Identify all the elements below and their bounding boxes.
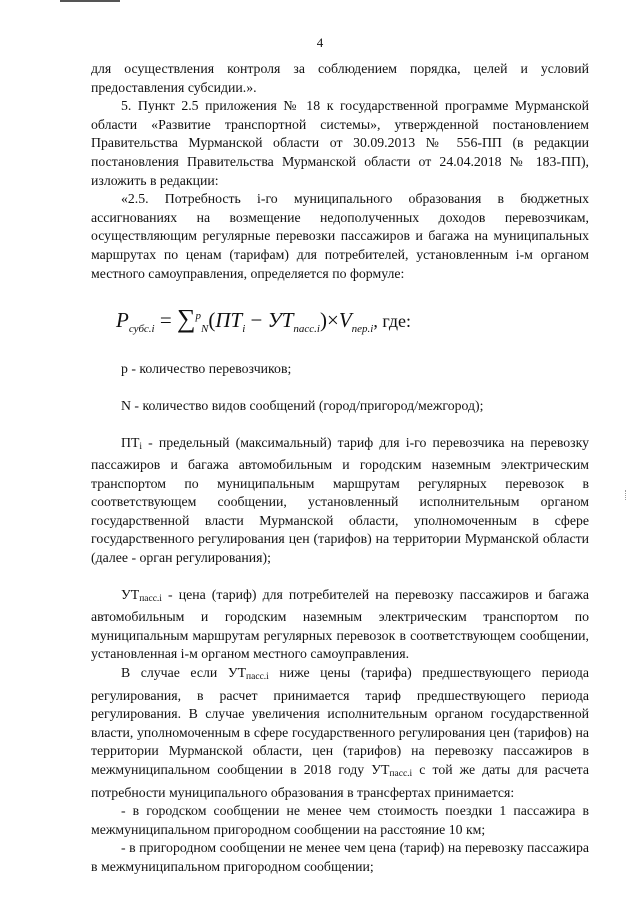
formula-ut: УТ (267, 308, 294, 333)
definition-p: p - количество перевозчиков; (121, 361, 292, 377)
ut-text: - цена (тариф) для потребителей на перевозку пассажиров и багажа автомобильным и городским наземным электрическим транспортом по муниципальным маршрутам регулярных перевозок в соответствующем сообщении, установленная i-м органом местного самоуправления. (91, 586, 589, 662)
case-ut-subscript-1: пасс.i (246, 672, 269, 683)
definition-n: N - количество видов сообщений (город/пригород/межгород); (121, 397, 484, 413)
ut-label: УТ (121, 586, 140, 602)
formula-equals: = (154, 308, 177, 333)
formula-ut-subscript: пасс.i (293, 323, 320, 336)
case-text-a: В случае если УТ (121, 665, 247, 681)
paragraph-amendment-item-5: 5. Пункт 2.5 приложения № 18 к государственной программе Мурманской области «Развитие транспортной системы», утвержденной постановлением Правительства Мурманской области от 30.09.2013 № 556-ПП (в редакции постановления Правительства Мурманской области от 24.04.2018 № 183-ПП), изложить в редакции: (91, 98, 589, 188)
formula-times: × (326, 308, 339, 333)
formula-tail: , где: (373, 311, 411, 332)
formula-open-paren: ( (208, 308, 216, 333)
formula-v-subscript: пер.i (351, 323, 374, 336)
pt-text: - предельный (максимальный) тариф для i-го перевозчика на перевозку пассажиров и багажа автомобильным и городским наземным электрическим транспортом по муниципальным маршрутам регулярных перевозок в соответствующем сообщении, установленный исполнительным органом государственной власти Мурманской области, уполномоченным в сфере государственного регулирования цен (тарифов) на территории Мурманской области (далее - орган регулирования); (91, 434, 589, 566)
page-content (91, 60, 589, 877)
formula-sum-upper: p (195, 310, 201, 323)
pt-label: ПТ (121, 434, 140, 450)
definition-pt (91, 434, 589, 568)
formula-sum-lower: N (200, 323, 209, 336)
formula-pt-subscript: i (242, 323, 246, 336)
formula-pt: ПТ (215, 308, 243, 333)
formula-lhs-subscript: субс.i (128, 323, 155, 336)
bullet-suburban-service: - в пригородном сообщении не менее чем цена (тариф) на перевозку пассажира в межмуниципальном пригородном сообщении; (91, 840, 589, 874)
paragraph-clause-2-5: «2.5. Потребность i-го муниципального образования в бюджетных ассигнованиях на возмещение недополученных доходов перевозчикам, осуществляющим регулярные перевозки пассажиров и багажа на муниципальных маршрутах по ценам (тарифам) для потребителей, установленным i-м органом местного самоуправления, определяется по формуле: (91, 191, 589, 281)
case-text-b: ниже цены (тарифа) предшествующего периода регулирования, в расчет принимается тариф предшествующего периода регулирования. В случае увеличения исполнительным органом государственной власти, уполномоченным в сфере государственного регулирования цен (тарифов) на территории Мурманской области, цен (тарифов) на перевозку пассажиров в межмуниципальном сообщении в 2018 году УТ (91, 665, 589, 777)
formula-close-paren: ) (319, 308, 327, 333)
formula-v: V (338, 308, 352, 333)
subsidy-formula (116, 301, 589, 344)
paragraph-subsidy-control: для осуществления контроля за соблюдением порядка, целей и условий предоставления субсидии.». (91, 61, 589, 95)
formula-minus: − (245, 308, 268, 333)
formula-lhs: P (116, 308, 129, 333)
pt-subscript: i (139, 441, 143, 452)
bullet-city-service: - в городском сообщении не менее чем стоимость поездки 1 пассажира в межмуниципальном пригородном сообщении на расстояние 10 км; (91, 803, 589, 837)
paragraph-tariff-case (91, 664, 589, 802)
case-text-c: с той же даты для расчета потребности муниципального образования в трансфертах принимается: (91, 762, 590, 800)
definition-ut (91, 586, 589, 664)
scan-edge-mark (60, 0, 120, 2)
page-number: 4 (316, 35, 324, 50)
ut-subscript: пасс.i (139, 593, 162, 604)
case-ut-subscript-2: пасс.i (389, 769, 413, 779)
formula-sum-sign: ∑ (176, 304, 196, 334)
scan-speck-mark (625, 490, 630, 500)
